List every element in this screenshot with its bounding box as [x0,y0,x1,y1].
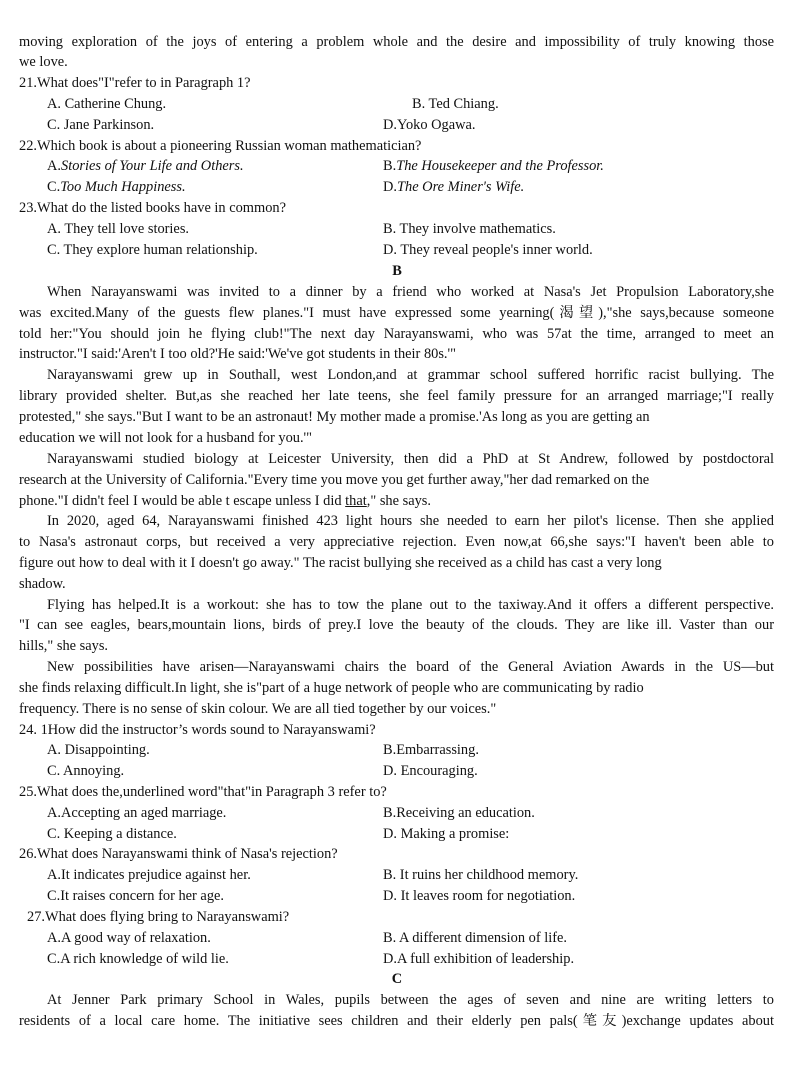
question-23-option-a: A. They tell love stories. [47,221,190,237]
passage-b-text-line: Narayanswami studied biology at Leicester University, then did a PhD at St Andrew, followed by postdoctoral [47,451,774,467]
question-25-stem: 25.What does the,underlined word"that"in Paragraph 3 refer to? [19,784,387,800]
question-24-option-c: C. Annoying. [47,763,125,779]
passage-b-text-line: Narayanswami grew up in Southall, west London,and at grammar school suffered horrific racist bullying. The [47,367,774,383]
question-21-option-a: A. Catherine Chung. [47,96,167,112]
passage-b-text-line: hills," she says. [19,638,109,654]
question-27-option-b: B. A different dimension of life. [383,930,567,946]
question-22-option-d: D.The Ore Miner's Wife. [383,179,525,195]
passage-a-text-line: moving exploration of the joys of entering a problem whole and the desire and impossibility of truly knowing those [19,34,774,50]
passage-b-text-line: frequency. There is no sense of skin colour. We are all tied together by our voices." [19,701,497,717]
question-26-option-c: C.It raises concern for her age. [47,888,225,904]
passage-b-text-line: When Narayanswami was invited to a dinner by a friend who worked at Nasa's Jet Propulsion Laboratory,she [47,284,774,300]
question-22-option-b: B.The Housekeeper and the Professor. [383,158,604,174]
passage-b-text-line: told her:"You should join he flying club!"The next day Narayanswami, who was 57at the time, arranged to meet an [19,326,774,342]
passage-b-text-line: she finds relaxing difficult.In light, she is"part of a huge network of people who are communicating by radio [19,680,644,696]
passage-a-text-line: we love. [19,54,68,70]
question-22-stem: 22.Which book is about a pioneering Russian woman mathematician? [19,138,422,154]
passage-b-text-line: research at the University of California."Every time you move you get further away,"her dad remarked on the [19,472,650,488]
question-26-option-a: A.It indicates prejudice against her. [47,867,251,883]
passage-b-text-line: protested," she says."But I want to be an astronaut! My mother made a promise.'As long as you are getting an [19,409,650,425]
underlined-word-that: that [345,493,367,509]
passage-b-text-line: New possibilities have arisen—Narayanswami chairs the board of the General Aviation Awards in the US—but [47,659,774,675]
passage-b-text-line: education we will not look for a husband for you.'" [19,430,313,446]
question-26-option-b: B. It ruins her childhood memory. [383,867,579,883]
question-27-option-a: A.A good way of relaxation. [47,930,211,946]
section-c-heading: C [391,971,403,987]
passage-b-text-line: figure out how to deal with it I doesn't go away." The racist bullying she received as a child has cast a very long [19,555,662,571]
question-23-option-c: C. They explore human relationship. [47,242,258,258]
question-24-stem: 24. 1How did the instructor’s words sound to Narayanswami? [19,722,376,738]
question-23-stem: 23.What do the listed books have in common? [19,200,286,216]
question-22-option-a: A.Stories of Your Life and Others. [47,158,244,174]
question-21-stem: 21.What does"I"refer to in Paragraph 1? [19,75,251,91]
question-22-option-c: C.Too Much Happiness. [47,179,186,195]
question-21-option-b: B. Ted Chiang. [412,96,499,112]
passage-b-text-line: Flying has helped.It is a workout: she has to tow the plane out to the taxiway.And it offers a different perspective. [47,597,774,613]
question-25-option-b: B.Receiving an education. [383,805,535,821]
passage-b-text-line: phone."I didn't feel I would be able t escape unless I did that," she says. [19,493,431,509]
passage-b-text-line: to Nasa's astronaut corps, but received a very appreciative rejection. Even now,at 66,she says:"I haven't been able to [19,534,774,550]
question-25-option-a: A.Accepting an aged marriage. [47,805,227,821]
passage-b-text-line: shadow. [19,576,66,592]
passage-b-text-line: instructor."I said:'Aren't I too old?'He said:'We've got students in their 80s.'" [19,346,457,362]
question-25-option-d: D. Making a promise: [383,826,510,842]
question-27-option-c: C.A rich knowledge of wild lie. [47,951,229,967]
passage-b-text-line: was excited.Many of the guests flew planes."I must have expressed some yearning(渴望),"she says,because someone [19,305,774,321]
question-23-option-d: D. They reveal people's inner world. [383,242,593,258]
question-27-stem: 27.What does flying bring to Narayanswami? [27,909,290,925]
question-25-option-c: C. Keeping a distance. [47,826,177,842]
question-21-option-d: D.Yoko Ogawa. [383,117,476,133]
question-26-option-d: D. It leaves room for negotiation. [383,888,576,904]
question-27-option-d: D.A full exhibition of leadership. [383,951,575,967]
passage-b-text-line: In 2020, aged 64, Narayanswami finished 423 light hours she needed to earn her pilot's license. Then she applied [47,513,774,529]
question-23-option-b: B. They involve mathematics. [383,221,556,237]
passage-c-text-line: residents of a local care home. The initiative sees children and their elderly pen pals(笔友)exchange updates about [19,1013,774,1029]
question-26-stem: 26.What does Narayanswami think of Nasa's rejection? [19,846,338,862]
question-24-option-a: A. Disappointing. [47,742,150,758]
question-21-option-c: C. Jane Parkinson. [47,117,155,133]
passage-c-text-line: At Jenner Park primary School in Wales, pupils between the ages of seven and nine are writing letters to [47,992,774,1008]
question-24-option-b: B.Embarrassing. [383,742,479,758]
question-24-option-d: D. Encouraging. [383,763,478,779]
section-b-heading: B [392,263,402,279]
passage-b-text-line: library provided shelter. But,as she reached her late teens, she feel family pressure for an arranged marriage;"I really [19,388,774,404]
passage-b-text-line: "I can see eagles, bears,mountain lions, birds of prey.I love the beauty of the clouds. They are like ill. Vaster than our [19,617,774,633]
